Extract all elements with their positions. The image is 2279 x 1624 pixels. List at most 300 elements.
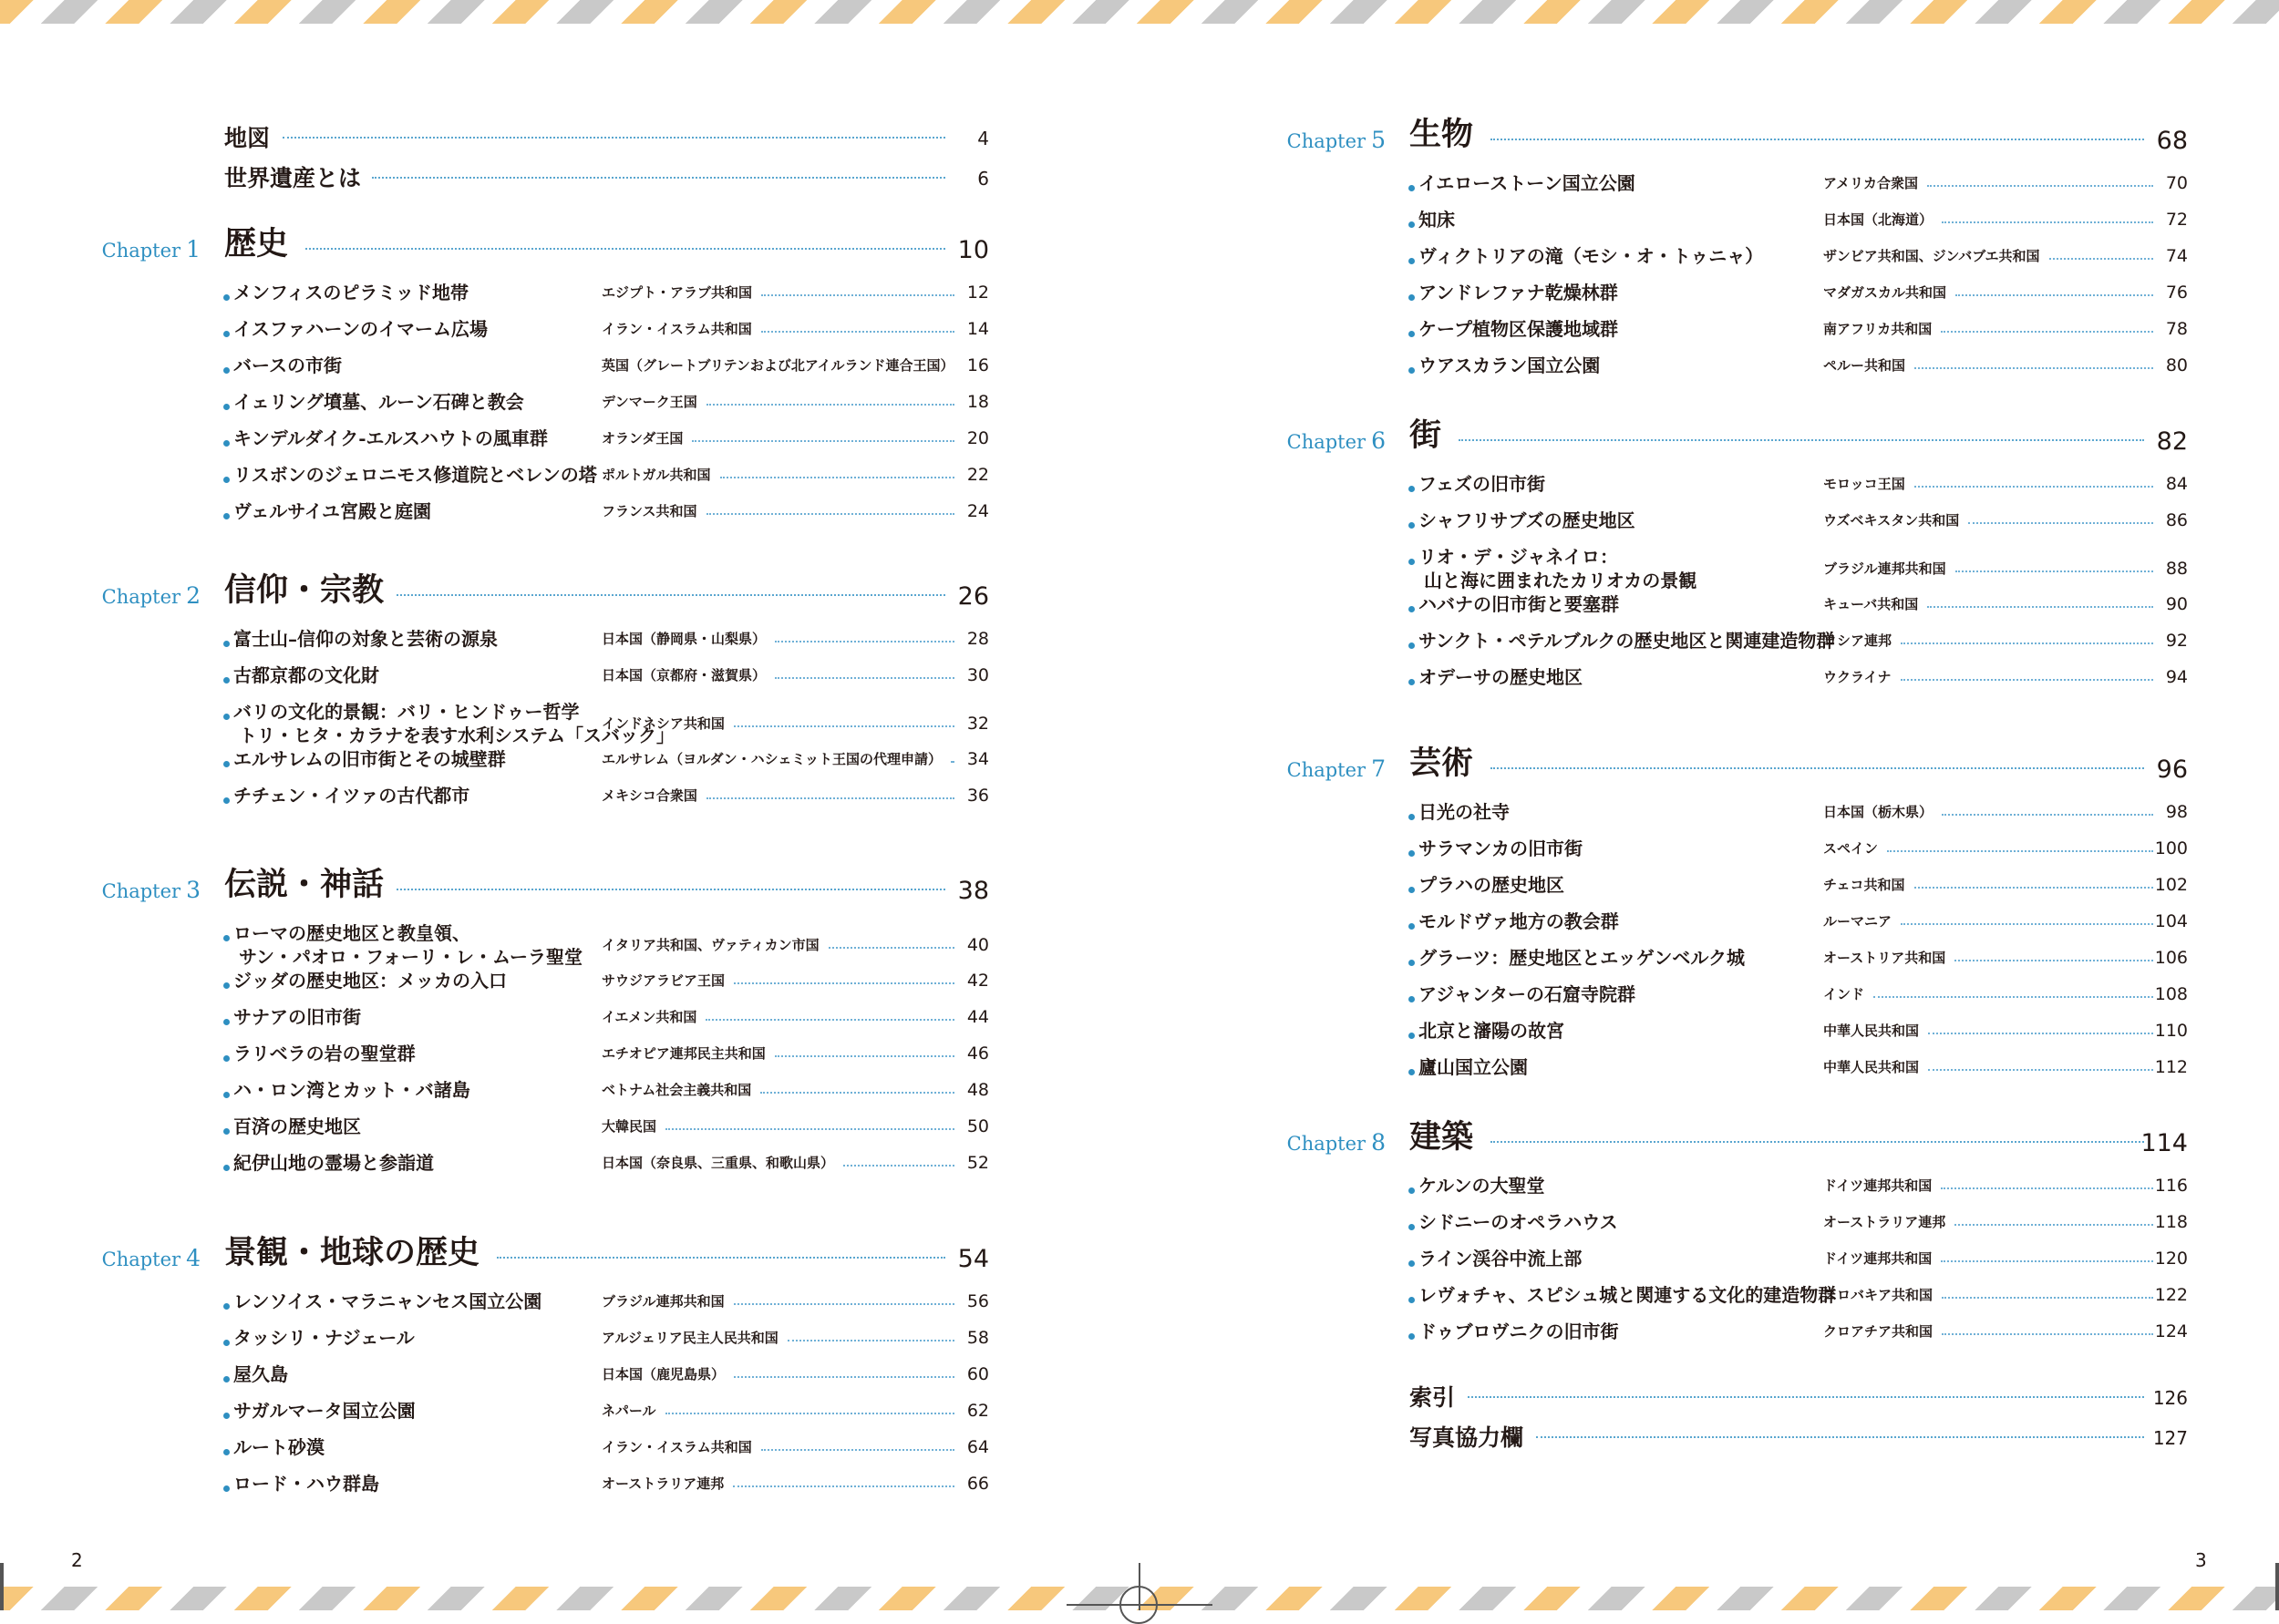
- country-name: 日本国（鹿児島県）: [602, 1366, 726, 1382]
- leader-dots: [843, 1165, 954, 1167]
- toc-entry[interactable]: [91, 463, 989, 487]
- page-number: 122: [2154, 1285, 2188, 1305]
- chapter-label: [1287, 427, 1386, 454]
- chapter-label: [102, 1245, 201, 1271]
- bullet-dot: [223, 1376, 230, 1382]
- bullet-dot: [223, 331, 230, 337]
- site-name-line2: サン・パオロ・フォーリ・レ・ムーラ聖堂: [239, 946, 583, 968]
- leader-dots: [1927, 606, 2153, 608]
- chapter-title: 芸術: [1409, 745, 1474, 782]
- leader-dots: [734, 1376, 954, 1378]
- chapter-title: 伝説・神話: [224, 866, 385, 903]
- site-name: リスボンのジェロニモス修道院とベレンの塔: [233, 464, 597, 486]
- leader-dots: [1927, 185, 2153, 187]
- leader-dots: [1954, 1224, 2153, 1226]
- leader-dots: [372, 177, 945, 179]
- site-name: グラーツ：歴史地区とエッゲンベルク城: [1418, 947, 1745, 969]
- chapter-heading[interactable]: [91, 1228, 989, 1279]
- site-name: 紀伊山地の霊場と参詣道: [233, 1152, 434, 1174]
- toc-entry[interactable]: [91, 1435, 989, 1459]
- chapter-page-number: 54: [957, 1245, 989, 1273]
- bullet-dot: [1408, 814, 1415, 820]
- page-number: 108: [2154, 984, 2188, 1004]
- page-number: 52: [966, 1153, 989, 1173]
- leader-dots: [706, 404, 954, 406]
- toc-entry[interactable]: [1276, 1320, 2188, 1343]
- page-number: 50: [966, 1116, 989, 1136]
- bullet-dot: [1408, 1033, 1415, 1039]
- page-number: 100: [2154, 838, 2188, 858]
- bullet-dot: [1408, 258, 1415, 264]
- toc-entry[interactable]: [91, 1115, 989, 1138]
- site-name: シドニーのオペラハウス: [1418, 1211, 1618, 1233]
- country-name: 南アフリカ共和国: [1823, 321, 1933, 337]
- toc-entry[interactable]: [91, 1326, 989, 1350]
- page-number: 46: [966, 1043, 989, 1064]
- site-name: モルドヴァ地方の教会群: [1418, 910, 1619, 932]
- site-name: 古都京都の文化財: [233, 664, 379, 686]
- leader-dots: [1942, 814, 2153, 816]
- bullet-dot: [223, 404, 230, 410]
- toc-entry[interactable]: [91, 1472, 989, 1496]
- page-number: 78: [2165, 319, 2188, 339]
- bullet-dot: [1408, 1297, 1415, 1303]
- front-matter-title: 索引: [1409, 1384, 1456, 1411]
- country-name: 中華人民共和国: [1823, 1023, 1920, 1039]
- site-name: ウアスカラン国立公園: [1418, 355, 1601, 376]
- site-name: 北京と瀋陽の故宮: [1418, 1020, 1564, 1042]
- toc-entry[interactable]: [1276, 472, 2188, 496]
- leader-dots: [829, 947, 954, 949]
- country-name: インド: [1823, 986, 1865, 1002]
- bullet-dot: [1408, 221, 1415, 228]
- chapter-number: 7: [1371, 755, 1386, 782]
- leader-dots: [1914, 887, 2153, 889]
- country-name: ウクライナ: [1823, 669, 1892, 685]
- page-number: 80: [2165, 355, 2188, 375]
- leader-dots: [706, 513, 954, 515]
- toc-entry[interactable]: [1276, 665, 2188, 689]
- country-name: ポルトガル共和国: [602, 467, 711, 483]
- leader-dots: [1941, 1187, 2153, 1189]
- bullet-dot: [223, 1485, 230, 1492]
- country-name: ザンビア共和国、ジンバブエ共和国: [1823, 248, 2040, 264]
- site-name: 屋久島: [233, 1363, 288, 1385]
- site-name: アジャンターの石窟寺院群: [1418, 983, 1635, 1005]
- site-name: 富士山–信仰の対象と芸術の源泉: [233, 628, 498, 650]
- chapter-page-number: 38: [957, 877, 989, 905]
- leader-dots: [1901, 642, 2153, 644]
- site-name: 廬山国立公園: [1418, 1056, 1528, 1078]
- page-number: 116: [2154, 1176, 2188, 1196]
- chapter-title: 建築: [1409, 1118, 1474, 1156]
- bullet-dot: [1408, 294, 1415, 301]
- leader-dots: [1942, 1333, 2153, 1335]
- leader-dots: [788, 1340, 954, 1341]
- toc-front-matter-row[interactable]: [91, 118, 989, 159]
- chapter-label: [1287, 127, 1386, 153]
- leader-dots: [1490, 139, 2144, 140]
- bullet-dot: [223, 440, 230, 447]
- page-number: 112: [2154, 1057, 2188, 1077]
- bullet-dot: [1408, 1187, 1415, 1194]
- leader-dots: [305, 248, 945, 250]
- leader-dots: [1490, 767, 2144, 769]
- toc-entry[interactable]: [91, 281, 989, 304]
- bullet-dot: [1408, 185, 1415, 191]
- leader-dots: [1490, 1141, 2144, 1143]
- site-name: リオ・デ・ジャネイロ：: [1418, 546, 1618, 568]
- toc-entry[interactable]: [91, 747, 989, 771]
- country-name: ベトナム社会主義共和国: [602, 1082, 752, 1098]
- toc-entry[interactable]: [91, 1042, 989, 1065]
- country-name: 日本国（北海道）: [1823, 211, 1934, 228]
- bullet-dot: [223, 1303, 230, 1310]
- center-registration-circle: [1119, 1586, 1158, 1624]
- page-number: 102: [2154, 875, 2188, 895]
- bullet-dot: [1408, 1260, 1415, 1267]
- leader-dots: [1901, 923, 2153, 925]
- country-name: エチオピア連邦民主共和国: [602, 1045, 766, 1062]
- country-name: キューバ共和国: [1823, 596, 1919, 612]
- front-matter-title: 地図: [224, 125, 271, 151]
- bullet-dot: [223, 761, 230, 767]
- toc-entry[interactable]: [91, 427, 989, 450]
- front-matter-title: 世界遺産とは: [224, 165, 362, 191]
- bullet-dot: [1408, 887, 1415, 893]
- page-number: 70: [2165, 173, 2188, 193]
- bullet-dot: [223, 935, 230, 941]
- leader-dots: [497, 1257, 945, 1259]
- left-folio: 2: [71, 1549, 83, 1571]
- leader-dots: [734, 982, 954, 984]
- page-number: 88: [2165, 559, 2188, 579]
- site-name: ヴェルサイユ宮殿と庭園: [233, 500, 431, 522]
- site-name: レヴォチャ、スピシュ城と関連する文化的建造物群: [1418, 1284, 1837, 1306]
- page-number: 62: [966, 1401, 989, 1421]
- page-number: 48: [966, 1080, 989, 1100]
- country-name: エジプト・アラブ共和国: [602, 284, 753, 301]
- site-name: ドゥブロヴニクの旧市街: [1418, 1321, 1619, 1342]
- chapter-heading[interactable]: [91, 219, 989, 270]
- page-number: 36: [966, 786, 989, 806]
- page-number: 4: [977, 128, 989, 149]
- toc-entry[interactable]: [1276, 545, 2188, 592]
- leader-dots: [1928, 1069, 2153, 1071]
- country-name: イラン・イスラム共和国: [602, 1439, 752, 1455]
- site-name: イェリング墳墓、ルーン石碑と教会: [233, 391, 524, 413]
- toc-entry[interactable]: [1276, 837, 2188, 860]
- bullet-dot: [1408, 559, 1415, 565]
- site-name-line2: 山と海に囲まれたカリオカの景観: [1424, 570, 1697, 591]
- site-name: チチェン・イツァの古代都市: [233, 785, 470, 807]
- chapter-heading[interactable]: [1276, 738, 2188, 789]
- site-name: ロード・ハウ群島: [233, 1473, 379, 1495]
- country-name: チェコ共和国: [1823, 877, 1905, 893]
- bullet-dot: [223, 714, 230, 720]
- site-name: レンソイス・マラニャンセス国立公園: [233, 1290, 542, 1312]
- leader-dots: [1887, 850, 2153, 852]
- country-name: インドネシア共和国: [602, 715, 725, 732]
- chapter-word: Chapter: [1286, 1133, 1366, 1155]
- toc-entry[interactable]: [1276, 946, 2188, 970]
- leader-dots: [775, 1055, 954, 1057]
- site-name: ジッダの歴史地区：メッカの入口: [233, 970, 507, 992]
- page-number: 94: [2165, 667, 2188, 687]
- chapter-title: 街: [1409, 416, 1442, 454]
- toc-front-matter-row[interactable]: [1276, 1378, 2188, 1418]
- toc-entry[interactable]: [91, 317, 989, 341]
- toc-entry[interactable]: [91, 1290, 989, 1313]
- country-name: スペイン: [1823, 840, 1879, 857]
- chapter-label: [1287, 755, 1386, 782]
- toc-entry[interactable]: [1276, 592, 2188, 616]
- chapter-number: 8: [1371, 1129, 1386, 1156]
- country-name: オーストリア共和国: [1823, 950, 1946, 966]
- chapter-heading[interactable]: [1276, 410, 2188, 461]
- bullet-dot: [223, 1165, 230, 1171]
- country-name: イラン・イスラム共和国: [602, 321, 752, 337]
- country-name: スロバキア共和国: [1823, 1287, 1934, 1303]
- leader-dots: [692, 440, 954, 442]
- toc-entry[interactable]: [1276, 317, 2188, 341]
- chapter-heading[interactable]: [91, 565, 989, 616]
- country-name: 日本国（静岡県・山梨県）: [602, 631, 767, 647]
- site-name: 日光の社寺: [1418, 801, 1510, 823]
- toc-entry[interactable]: [1276, 1210, 2188, 1234]
- toc-entry[interactable]: [1276, 629, 2188, 653]
- toc-entry[interactable]: [91, 390, 989, 414]
- leader-dots: [733, 1485, 954, 1487]
- chapter-word: Chapter: [101, 880, 181, 902]
- country-name: ネパール: [602, 1403, 656, 1419]
- chapter-word: Chapter: [101, 1249, 181, 1270]
- country-name: オーストラリア連邦: [602, 1475, 725, 1492]
- bullet-dot: [223, 677, 230, 684]
- site-name: イエローストーン国立公園: [1418, 172, 1635, 194]
- chapter-page-number: 26: [957, 582, 989, 611]
- country-name: ドイツ連邦共和国: [1823, 1177, 1933, 1194]
- page-number: 42: [966, 971, 989, 991]
- leader-dots: [1954, 960, 2153, 961]
- chapter-label: [102, 236, 201, 262]
- toc-front-matter-row[interactable]: [1276, 1418, 2188, 1458]
- bullet-dot: [1408, 960, 1415, 966]
- page-number: 22: [966, 465, 989, 485]
- site-name: サラマンカの旧市街: [1418, 838, 1583, 859]
- chapter-number: 4: [186, 1245, 201, 1271]
- site-name: サガルマータ国立公園: [233, 1400, 416, 1422]
- leader-dots: [1459, 439, 2144, 441]
- leader-dots: [1914, 367, 2153, 369]
- page-number: 64: [966, 1437, 989, 1457]
- page-number: 104: [2154, 911, 2188, 931]
- chapter-word: Chapter: [1286, 431, 1366, 453]
- page-number: 32: [966, 714, 989, 734]
- bullet-dot: [223, 513, 230, 519]
- toc-entry[interactable]: [91, 663, 989, 687]
- chapter-page-number: 114: [2140, 1129, 2188, 1157]
- bullet-dot: [1408, 996, 1415, 1002]
- leader-dots: [1873, 996, 2153, 998]
- site-name: シャフリサブズの歴史地区: [1418, 509, 1635, 531]
- page-number: 86: [2165, 510, 2188, 530]
- site-name: ローマの歴史地区と教皇領、: [233, 922, 470, 944]
- country-name: メキシコ合衆国: [602, 787, 697, 804]
- toc-entry[interactable]: [1276, 982, 2188, 1006]
- page-number: 84: [2165, 474, 2188, 494]
- toc-entry[interactable]: [1276, 1019, 2188, 1043]
- leader-dots: [734, 1303, 954, 1305]
- toc-entry[interactable]: [1276, 800, 2188, 824]
- bullet-dot: [1408, 642, 1415, 649]
- bullet-dot: [1408, 367, 1415, 374]
- leader-dots: [761, 294, 954, 296]
- leader-dots: [760, 1092, 954, 1094]
- toc-entry[interactable]: [1276, 1247, 2188, 1270]
- page-number: 58: [966, 1328, 989, 1348]
- page-number: 30: [966, 665, 989, 685]
- toc-entry[interactable]: [1276, 354, 2188, 377]
- chapter-title: 歴史: [224, 225, 289, 262]
- page-number: 106: [2154, 948, 2188, 968]
- toc-entry[interactable]: [1276, 1055, 2188, 1079]
- country-name: マダガスカル共和国: [1823, 284, 1947, 301]
- chapter-heading[interactable]: [1276, 1112, 2188, 1163]
- page-number: 124: [2154, 1321, 2188, 1341]
- bullet-dot: [223, 641, 230, 647]
- page-number: 118: [2154, 1212, 2188, 1232]
- bullet-dot: [223, 1019, 230, 1025]
- leader-dots: [665, 1128, 954, 1130]
- page-number: 20: [966, 428, 989, 448]
- bullet-dot: [223, 1449, 230, 1455]
- site-name: プラハの歴史地区: [1418, 874, 1564, 896]
- country-name: フランス共和国: [602, 503, 697, 519]
- page-number: 66: [966, 1474, 989, 1494]
- toc-entry[interactable]: [91, 969, 989, 992]
- bullet-dot: [223, 1340, 230, 1346]
- toc-entry[interactable]: [91, 499, 989, 523]
- chapter-number: 1: [186, 236, 201, 262]
- toc-entry[interactable]: [91, 627, 989, 651]
- bullet-dot: [223, 367, 230, 374]
- leader-dots: [1914, 486, 2153, 488]
- chapter-title: 生物: [1409, 116, 1474, 153]
- site-name: ケープ植物区保護地域群: [1418, 318, 1618, 340]
- toc-entry[interactable]: [91, 1399, 989, 1423]
- country-name: モロッコ王国: [1823, 476, 1905, 492]
- country-name: イエメン共和国: [602, 1009, 697, 1025]
- country-name: デンマーク王国: [602, 394, 697, 410]
- site-name-line2: トリ・ヒタ・カラナを表す水利システム「スバック」: [239, 725, 675, 746]
- page-number: 24: [966, 501, 989, 521]
- toc-entry[interactable]: [1276, 1283, 2188, 1307]
- toc-entry[interactable]: [91, 921, 989, 969]
- country-name: 日本国（栃木県）: [1823, 804, 1934, 820]
- toc-entry[interactable]: [91, 1362, 989, 1386]
- leader-dots: [951, 761, 954, 763]
- page-number: 92: [2165, 631, 2188, 651]
- bullet-dot: [1408, 679, 1415, 685]
- site-name: ハ・ロン湾とカット・バ諸島: [233, 1079, 470, 1101]
- toc-entry[interactable]: [1276, 244, 2188, 268]
- site-name: ヴィクトリアの滝（モシ・オ・トゥニャ）: [1418, 245, 1764, 267]
- toc-entry[interactable]: [91, 700, 989, 747]
- chapter-heading[interactable]: [91, 859, 989, 910]
- site-name: 知床: [1418, 209, 1455, 231]
- crop-mark-left: [0, 1563, 4, 1610]
- chapter-number: 5: [1371, 127, 1386, 153]
- chapter-label: [1287, 1129, 1386, 1156]
- page-number: 14: [966, 319, 989, 339]
- page-number: 16: [966, 355, 989, 375]
- toc-entry[interactable]: [1276, 281, 2188, 304]
- toc-entry[interactable]: [1276, 509, 2188, 532]
- chapter-heading[interactable]: [1276, 109, 2188, 160]
- page-number: 74: [2165, 246, 2188, 266]
- site-name: サナアの旧市街: [233, 1006, 361, 1028]
- toc-entry[interactable]: [91, 1005, 989, 1029]
- country-name: ブラジル連邦共和国: [602, 1293, 725, 1310]
- bullet-dot: [223, 1413, 230, 1419]
- toc-front-matter-row[interactable]: [91, 159, 989, 199]
- bullet-dot: [1408, 1069, 1415, 1075]
- toc-entry[interactable]: [91, 354, 989, 377]
- country-name: イタリア共和国、ヴァティカン市国: [602, 937, 820, 953]
- page-number: 72: [2165, 210, 2188, 230]
- bullet-dot: [1408, 606, 1415, 612]
- country-name: 英国（グレートブリテンおよび北アイルランド連合王国）: [602, 357, 954, 374]
- leader-dots: [1901, 679, 2153, 681]
- page-number: 110: [2154, 1021, 2188, 1041]
- chapter-number: 6: [1371, 427, 1386, 454]
- chapter-label: [102, 877, 201, 903]
- toc-entry[interactable]: [1276, 910, 2188, 933]
- toc-entry[interactable]: [1276, 873, 2188, 897]
- toc-entry[interactable]: [91, 1078, 989, 1102]
- chapter-page-number: 68: [2156, 127, 2188, 155]
- toc-entry[interactable]: [1276, 1174, 2188, 1197]
- site-name: バリの文化的景観：バリ・ヒンドゥー哲学: [233, 701, 580, 723]
- chapter-label: [102, 582, 201, 609]
- front-matter-title: 写真協力欄: [1409, 1424, 1524, 1451]
- country-name: オーストラリア連邦: [1823, 1214, 1946, 1230]
- chapter-number: 3: [186, 877, 201, 903]
- leader-dots: [720, 477, 954, 478]
- bullet-dot: [223, 982, 230, 989]
- toc-entry[interactable]: [1276, 171, 2188, 195]
- site-name: ケルンの大聖堂: [1418, 1175, 1545, 1197]
- page-number: 40: [966, 935, 989, 955]
- bullet-dot: [1408, 850, 1415, 857]
- toc-entry[interactable]: [1276, 208, 2188, 231]
- leader-dots: [1955, 570, 2153, 572]
- toc-entry[interactable]: [91, 1151, 989, 1175]
- page-number: 44: [966, 1007, 989, 1027]
- site-name: タッシリ・ナジェール: [233, 1327, 415, 1349]
- chapter-word: Chapter: [1286, 759, 1366, 781]
- country-name: ロシア連邦: [1823, 632, 1892, 649]
- site-name: ルート砂漠: [233, 1436, 325, 1458]
- page-number: 126: [2152, 1387, 2188, 1409]
- page-number: 98: [2165, 802, 2188, 822]
- toc-entry[interactable]: [91, 784, 989, 807]
- bullet-dot: [1408, 522, 1415, 529]
- site-name: オデーサの歴史地区: [1418, 666, 1583, 688]
- page-number: 56: [966, 1291, 989, 1311]
- page-number: 34: [966, 749, 989, 769]
